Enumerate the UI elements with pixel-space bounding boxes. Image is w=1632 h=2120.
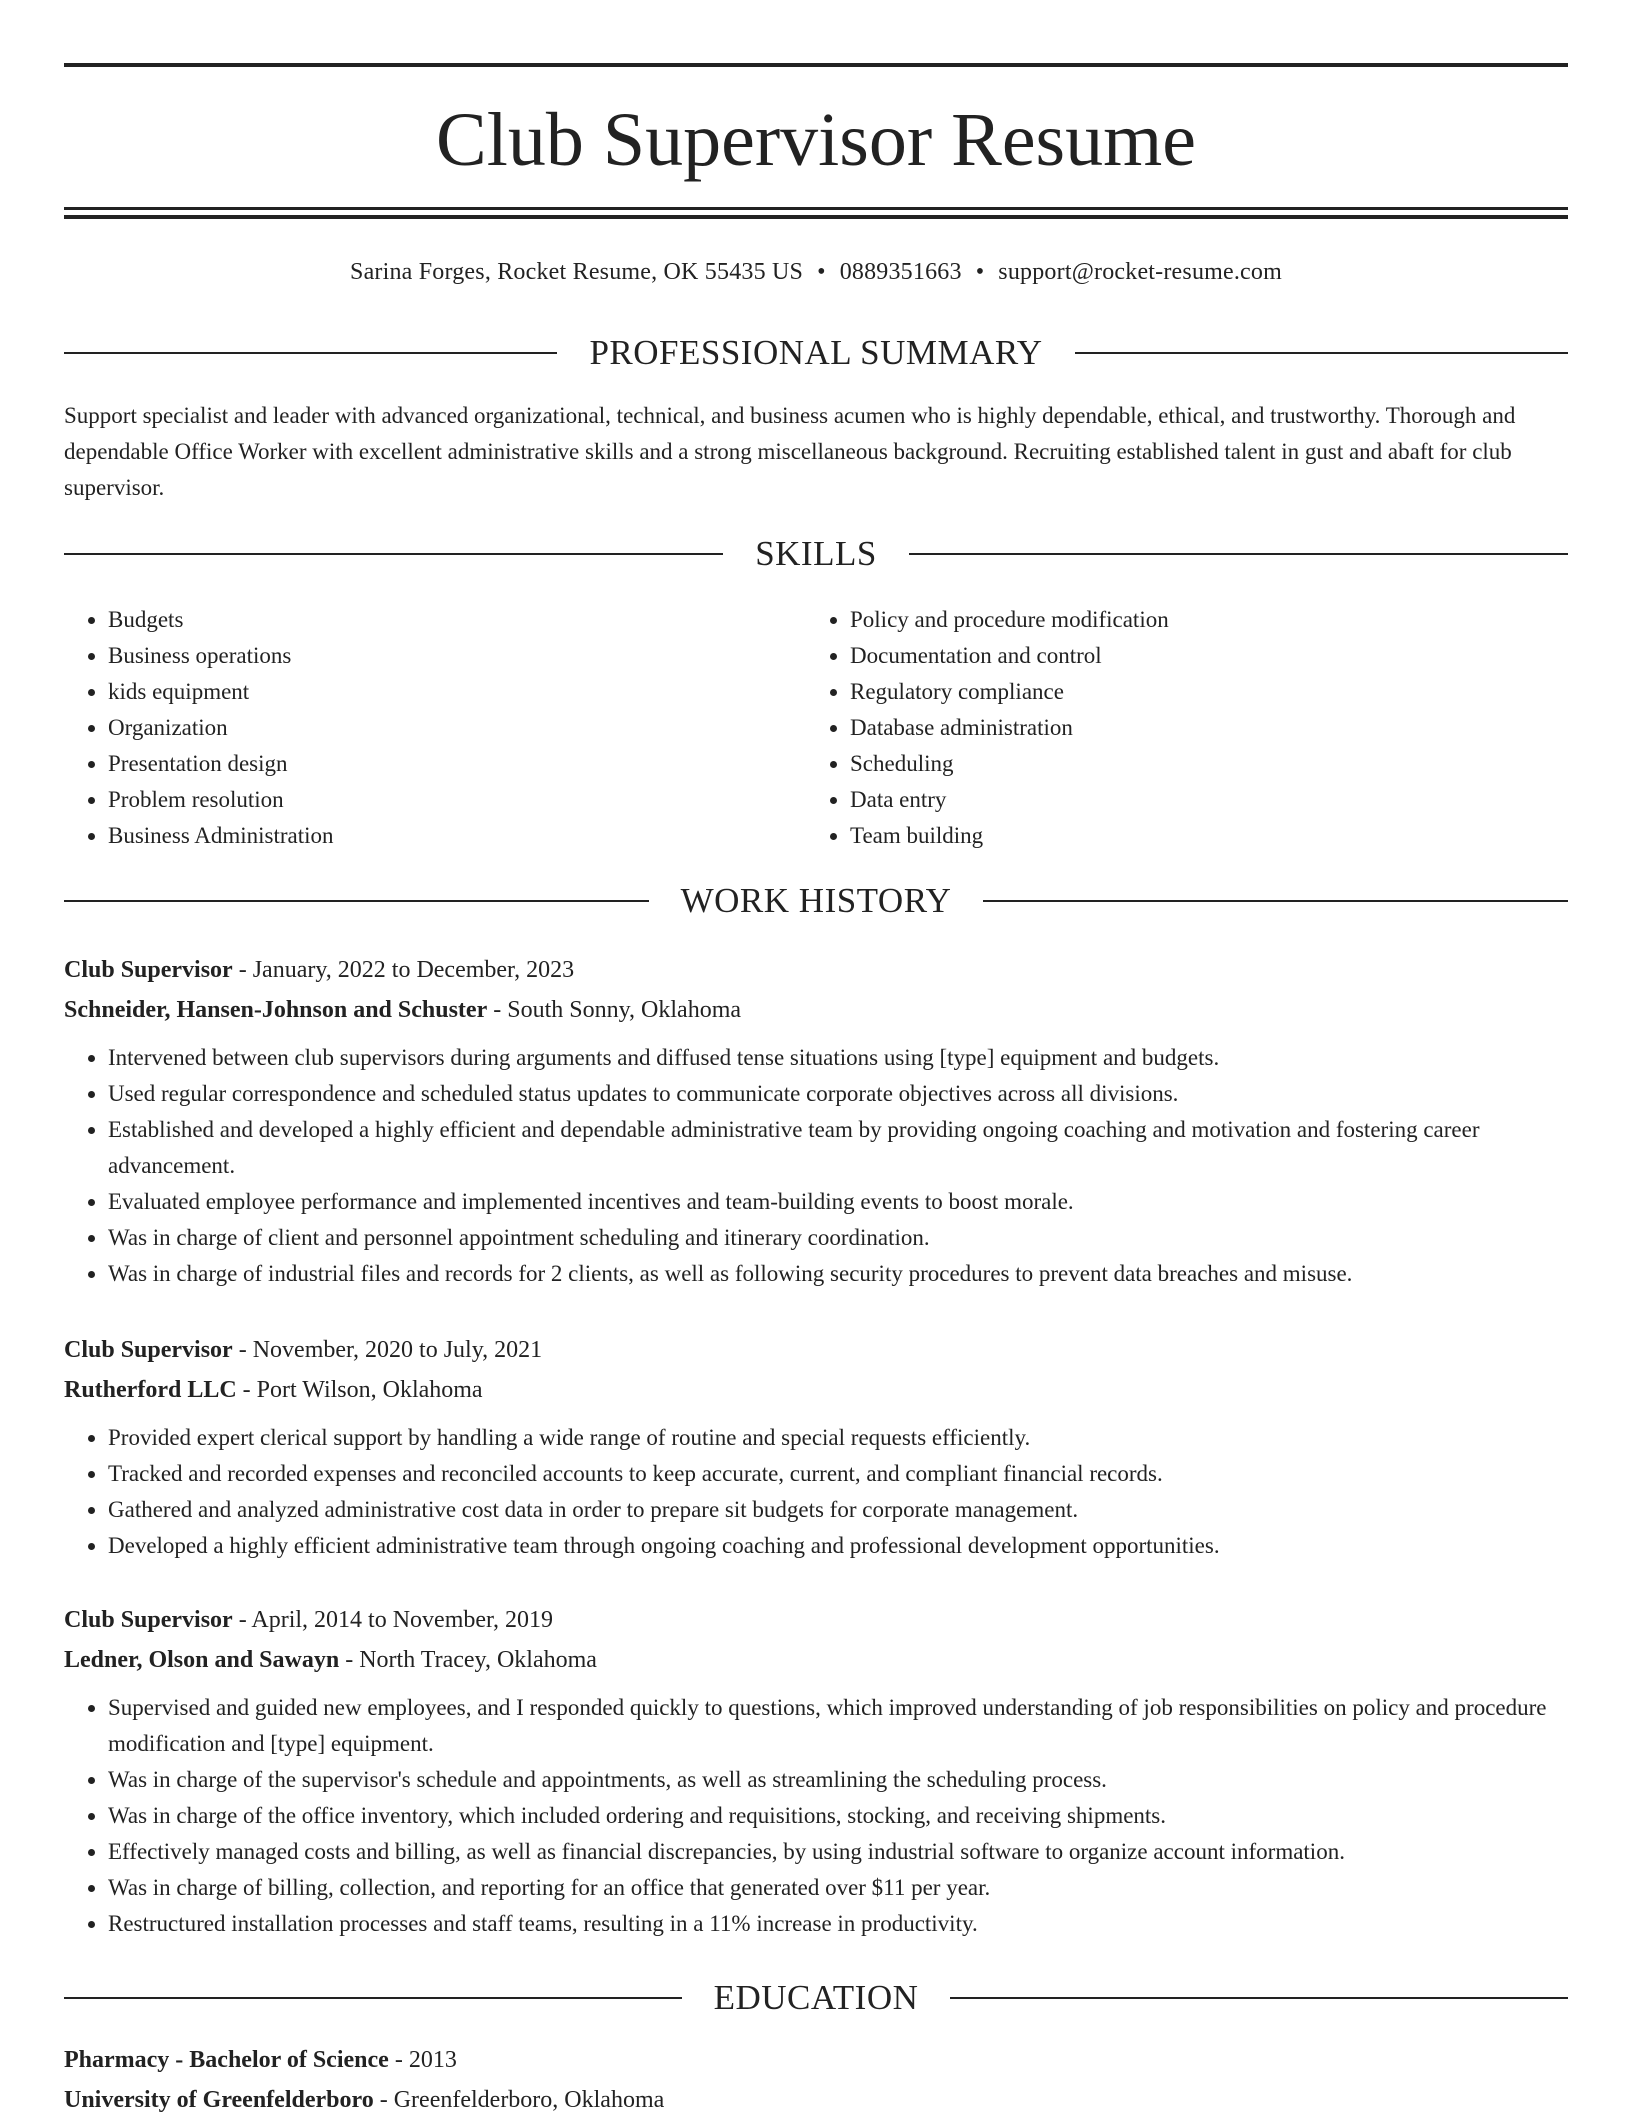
top-rule bbox=[64, 63, 1568, 67]
skill-item: • kids equipment bbox=[108, 674, 806, 710]
education-location: Greenfelderboro, Oklahoma bbox=[393, 2087, 665, 2113]
job-title-line bbox=[64, 1600, 1568, 1640]
job-dash: - bbox=[232, 1337, 253, 1363]
skill-item: • Organization bbox=[108, 710, 806, 746]
skill-item: • Data entry bbox=[850, 782, 1548, 818]
skills-column-left bbox=[64, 602, 806, 854]
job-title-line bbox=[64, 1330, 1568, 1370]
skill-item: • Business Administration bbox=[108, 818, 806, 854]
job-title: Club Supervisor bbox=[64, 957, 233, 983]
job-company-line bbox=[64, 1640, 1568, 1680]
job-bullet: • Provided expert clerical support by handling a wide range of routine and special requests efficiently. bbox=[108, 1420, 1568, 1456]
job-title: Club Supervisor bbox=[64, 1337, 233, 1363]
education-school-line bbox=[64, 2080, 1568, 2120]
heading-rule-left bbox=[64, 553, 723, 555]
job-entry bbox=[64, 1330, 1568, 1564]
education-dash: - bbox=[373, 2087, 394, 2113]
heading-rule-right bbox=[983, 900, 1568, 902]
title-rule-lower bbox=[64, 215, 1568, 219]
skill-item: • Documentation and control bbox=[850, 638, 1548, 674]
job-bullet: • Developed a highly efficient administrative team through ongoing coaching and professional development opportunities. bbox=[108, 1528, 1568, 1564]
contact-separator: • bbox=[817, 259, 826, 285]
job-bullet: • Was in charge of client and personnel appointment scheduling and itinerary coordination. bbox=[108, 1220, 1568, 1256]
job-bullet: • Gathered and analyzed administrative cost data in order to prepare sit budgets for corporate management. bbox=[108, 1492, 1568, 1528]
job-dates: November, 2020 to July, 2021 bbox=[252, 1337, 543, 1363]
education-dash: - bbox=[388, 2047, 409, 2073]
contact-email: support@rocket-resume.com bbox=[998, 259, 1282, 285]
summary-heading bbox=[64, 331, 1568, 375]
skills-heading-label: SKILLS bbox=[755, 534, 877, 573]
job-bullet: • Was in charge of billing, collection, and reporting for an office that generated over $11 per year. bbox=[108, 1870, 1568, 1906]
education-heading-label: EDUCATION bbox=[713, 1978, 919, 2017]
heading-rule-right bbox=[1075, 352, 1568, 354]
job-bullet: • Was in charge of industrial files and records for 2 clients, as well as following security procedures to prevent data breaches and misuse. bbox=[108, 1256, 1568, 1292]
job-bullet: • Was in charge of the office inventory, which included ordering and requisitions, stocking, and receiving shipments. bbox=[108, 1798, 1568, 1834]
work-heading bbox=[64, 879, 1568, 923]
skill-item: • Business operations bbox=[108, 638, 806, 674]
heading-rule-left bbox=[64, 900, 649, 902]
job-bullet: • Supervised and guided new employees, and I responded quickly to questions, which improved understanding of job responsibilities on policy and procedure modification and [type] equipment. bbox=[108, 1690, 1568, 1762]
job-title-line bbox=[64, 950, 1568, 990]
job-bullet: • Evaluated employee performance and implemented incentives and team-building events to boost morale. bbox=[108, 1184, 1568, 1220]
job-company-line bbox=[64, 1370, 1568, 1410]
skill-item: • Budgets bbox=[108, 602, 806, 638]
job-title: Club Supervisor bbox=[64, 1607, 233, 1633]
skill-item: • Database administration bbox=[850, 710, 1548, 746]
job-dates: January, 2022 to December, 2023 bbox=[252, 957, 575, 983]
education-year: 2013 bbox=[408, 2047, 457, 2073]
job-location: North Tracey, Oklahoma bbox=[359, 1647, 597, 1673]
job-company: Schneider, Hansen-Johnson and Schuster bbox=[64, 997, 488, 1023]
skill-item: • Regulatory compliance bbox=[850, 674, 1548, 710]
job-company-line bbox=[64, 990, 1568, 1030]
job-bullet: • Was in charge of the supervisor's schedule and appointments, as well as streamlining the scheduling process. bbox=[108, 1762, 1568, 1798]
heading-rule-left bbox=[64, 352, 557, 354]
heading-rule-right bbox=[950, 1997, 1568, 1999]
heading-rule-left bbox=[64, 1997, 682, 1999]
skill-item: • Scheduling bbox=[850, 746, 1548, 782]
contact-phone: 0889351663 bbox=[839, 259, 962, 285]
job-bullet: • Intervened between club supervisors during arguments and diffused tense situations using [type] equipment and budgets. bbox=[108, 1040, 1568, 1076]
job-bullet: • Tracked and recorded expenses and reconciled accounts to keep accurate, current, and compliant financial records. bbox=[108, 1456, 1568, 1492]
job-bullet: • Used regular correspondence and scheduled status updates to communicate corporate objectives across all divisions. bbox=[108, 1076, 1568, 1112]
education-entry bbox=[64, 2040, 1568, 2120]
summary-text: Support specialist and leader with advanced organizational, technical, and business acumen who is highly dependable, ethical, and trustworthy. Thorough and dependable Office Worker with excellent administrative skills and a strong miscellaneous background. Recruiting established talent in gust and abaft for club supervisor. bbox=[64, 403, 1516, 500]
contact-line bbox=[64, 255, 1568, 289]
work-heading-label: WORK HISTORY bbox=[680, 881, 952, 920]
job-entry bbox=[64, 1600, 1568, 1942]
skill-item: • Policy and procedure modification bbox=[850, 602, 1548, 638]
skill-item: • Problem resolution bbox=[108, 782, 806, 818]
education-degree-line bbox=[64, 2040, 1568, 2080]
job-bullet: • Established and developed a highly efficient and dependable administrative team by providing ongoing coaching and motivation and fostering career advancement. bbox=[108, 1112, 1568, 1184]
education-school: University of Greenfelderboro bbox=[64, 2087, 374, 2113]
job-company: Rutherford LLC bbox=[64, 1377, 237, 1403]
skills-heading bbox=[64, 532, 1568, 576]
job-dash: - bbox=[339, 1647, 360, 1673]
contact-separator: • bbox=[975, 259, 985, 285]
title-rule-upper bbox=[64, 207, 1568, 210]
skill-item: • Team building bbox=[850, 818, 1548, 854]
job-bullets bbox=[64, 1420, 1568, 1564]
job-entry bbox=[64, 950, 1568, 1292]
skills-column-right bbox=[806, 602, 1548, 854]
job-dates: April, 2014 to November, 2019 bbox=[251, 1607, 554, 1633]
summary-heading-label: PROFESSIONAL SUMMARY bbox=[589, 333, 1043, 372]
job-dash: - bbox=[487, 997, 508, 1023]
job-bullet: • Effectively managed costs and billing, as well as financial discrepancies, by using industrial software to organize account information. bbox=[108, 1834, 1568, 1870]
contact-address: Sarina Forges, Rocket Resume, OK 55435 US bbox=[350, 259, 804, 285]
job-dash: - bbox=[232, 957, 253, 983]
job-location: Port Wilson, Oklahoma bbox=[256, 1377, 483, 1403]
skill-item: • Presentation design bbox=[108, 746, 806, 782]
skills-list bbox=[64, 602, 1568, 854]
page-title: Club Supervisor Resume bbox=[436, 98, 1196, 182]
education-heading bbox=[64, 1976, 1568, 2020]
job-dash: - bbox=[236, 1377, 257, 1403]
job-bullets bbox=[64, 1690, 1568, 1942]
job-bullet: • Restructured installation processes and staff teams, resulting in a 11% increase in productivity. bbox=[108, 1906, 1568, 1942]
heading-rule-right bbox=[909, 553, 1568, 555]
education-degree: Pharmacy - Bachelor of Science bbox=[64, 2047, 389, 2073]
job-bullets bbox=[64, 1040, 1568, 1292]
job-dash: - bbox=[232, 1607, 252, 1633]
job-location: South Sonny, Oklahoma bbox=[507, 997, 742, 1023]
job-company: Ledner, Olson and Sawayn bbox=[64, 1647, 340, 1673]
